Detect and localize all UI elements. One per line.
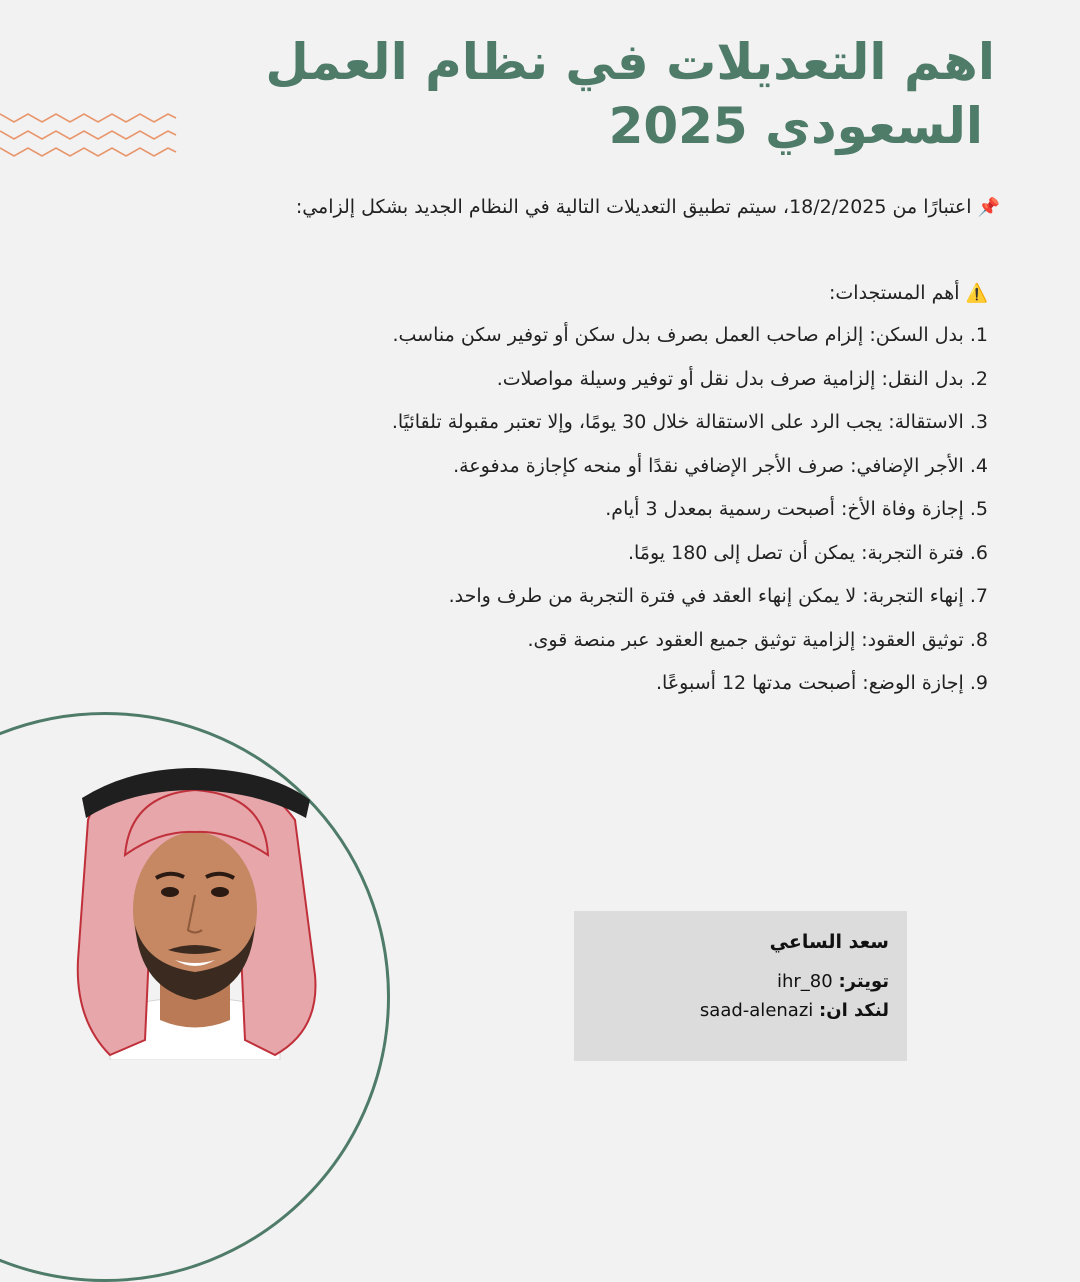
list-item	[88, 445, 988, 489]
item-number: 8.	[969, 628, 988, 651]
intro-paragraph	[70, 192, 1000, 223]
item-number: 1.	[969, 324, 988, 346]
twitter-handle[interactable]: ihr_80	[777, 971, 833, 992]
linkedin-label: لنكد ان:	[819, 1000, 889, 1021]
pushpin-icon: 📌	[977, 197, 1000, 218]
item-text: بدل النقل: إلزامية صرف بدل نقل أو توفير وسيلة مواصلات.	[496, 367, 964, 390]
item-text: بدل السكن: إلزام صاحب العمل بصرف بدل سكن أو توفير سكن مناسب.	[392, 324, 964, 346]
item-text: فترة التجربة: يمكن أن تصل إلى 180 يومًا.	[627, 541, 964, 564]
title-line-2: السعودي 2025	[608, 97, 983, 155]
author-photo	[70, 760, 320, 1060]
item-number: 5.	[969, 498, 988, 520]
linkedin-row	[592, 1000, 889, 1021]
item-text: الأجر الإضافي: صرف الأجر الإضافي نقدًا أو منحه كإجازة مدفوعة.	[453, 454, 964, 477]
twitter-label: تويتر:	[838, 971, 889, 992]
item-number: 6.	[969, 541, 988, 564]
page-title	[95, 30, 995, 158]
item-text: إجازة الوضع: أصبحت مدتها 12 أسبوعًا.	[655, 672, 964, 694]
list-item	[88, 358, 988, 402]
warning-icon: ⚠️	[965, 283, 988, 304]
features-heading-text: أهم المستجدات:	[829, 282, 960, 304]
author-card	[574, 911, 907, 1061]
list-item	[88, 575, 988, 619]
list-item	[88, 619, 988, 663]
item-text: الاستقالة: يجب الرد على الاستقالة خلال 30 يومًا، وإلا تعتبر مقبولة تلقائيًا.	[391, 411, 964, 433]
author-name: سعد الساعي	[769, 931, 889, 953]
list-item	[88, 532, 988, 576]
title-line-1: اهم التعديلات في نظام العمل	[265, 33, 995, 91]
item-text: توثيق العقود: إلزامية توثيق جميع العقود عبر منصة قوى.	[527, 628, 964, 651]
zigzag-decoration	[0, 108, 180, 168]
item-text: إنهاء التجربة: لا يمكن إنهاء العقد في فترة التجربة من طرف واحد.	[448, 585, 964, 607]
features-heading	[88, 275, 988, 312]
linkedin-handle[interactable]: saad-alenazi	[699, 1000, 814, 1021]
item-number: 9.	[969, 672, 988, 694]
item-number: 4.	[969, 454, 988, 477]
twitter-row	[592, 971, 889, 992]
features-section	[88, 275, 988, 706]
item-text: إجازة وفاة الأخ: أصبحت رسمية بمعدل 3 أيام.	[605, 498, 964, 520]
list-item	[88, 662, 988, 706]
list-item	[88, 401, 988, 445]
list-item	[88, 488, 988, 532]
item-number: 3.	[969, 411, 988, 433]
item-number: 2.	[969, 367, 988, 390]
list-item	[88, 314, 988, 358]
item-number: 7.	[969, 585, 988, 607]
features-list	[88, 314, 988, 706]
intro-text: اعتبارًا من 18/2/2025، سيتم تطبيق التعديلات التالية في النظام الجديد بشكل إلزامي:	[295, 196, 972, 218]
